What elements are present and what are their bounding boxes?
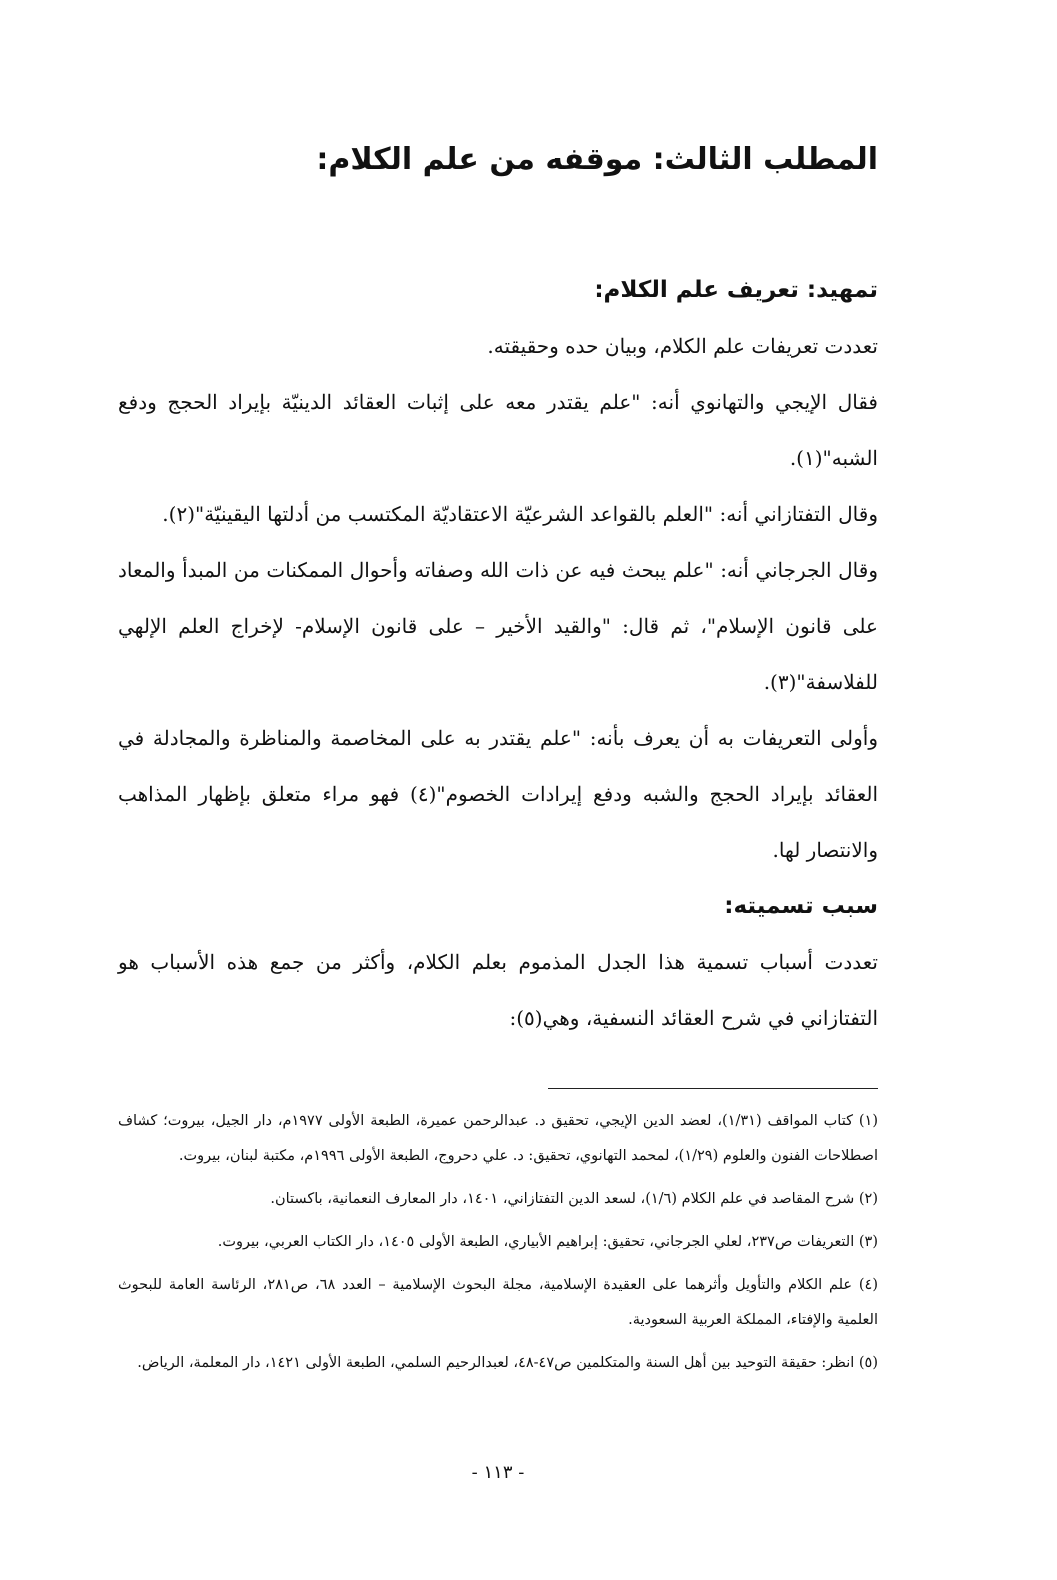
footnotes xyxy=(118,1104,878,1389)
paragraph: وأولى التعريفات به أن يعرف بأنه: "علم يقتدر به على المخاصمة والمناظرة والمجادلة في العقائد بإيراد الحجج والشبه ودفع إيرادات الخصوم"(٤) فهو مراء متعلق بإظهار المذاهب والانتصار لها. xyxy=(118,726,878,862)
footnote: (٢) شرح المقاصد في علم الكلام (١/٦)، لسعد الدين التفتازاني، ١٤٠١، دار المعارف النعمانية، باكستان. xyxy=(270,1191,878,1207)
page-number: - ١١٣ - xyxy=(471,1462,525,1483)
body-text xyxy=(118,262,878,1046)
document-page xyxy=(118,0,878,1580)
paragraph: وقال الجرجاني أنه: "علم يبحث فيه عن ذات الله وصفاته وأحوال الممكنات من المبدأ والمعاد على قانون الإسلام"، ثم قال: "والقيد الأخير – على قانون الإسلام- لإخراج العلم الإلهي للفلاسفة"(٣). xyxy=(118,558,878,694)
paragraph: وقال التفتازاني أنه: "العلم بالقواعد الشرعيّة الاعتقاديّة المكتسب من أدلتها اليقينيّة"(٢). xyxy=(162,502,878,526)
footnote-divider xyxy=(548,1088,878,1089)
section-title: المطلب الثالث: موقفه من علم الكلام: xyxy=(316,142,878,177)
naming-paragraph: تعددت أسباب تسمية هذا الجدل المذموم بعلم الكلام، وأكثر من جمع هذه الأسباب هو التفتازاني في شرح العقائد النسفية، وهي(٥): xyxy=(118,950,878,1030)
naming-heading: سبب تسميته: xyxy=(724,893,878,919)
paragraph: تعددت تعريفات علم الكلام، وبيان حده وحقيقته. xyxy=(487,334,878,358)
footnote: (٣) التعريفات ص٢٣٧، لعلي الجرجاني، تحقيق: إبراهيم الأبياري، الطبعة الأولى ١٤٠٥، دار الكتاب العربي، بيروت. xyxy=(217,1234,878,1250)
footnote: (٥) انظر: حقيقة التوحيد بين أهل السنة والمتكلمين ص٤٧-٤٨، لعبدالرحيم السلمي، الطبعة الأولى ١٤٢١، دار المعلمة، الرياض. xyxy=(137,1355,878,1371)
intro-heading: تمهيد: تعريف علم الكلام: xyxy=(594,277,878,303)
footnote: (١) كتاب المواقف (١/٣١)، لعضد الدين الإيجي، تحقيق د. عبدالرحمن عميرة، الطبعة الأولى ١٩٧٧م، دار الجيل، بيروت؛ كشاف اصطلاحات الفنون والعلوم (١/٢٩)، لمحمد التهانوي، تحقيق: د. علي دحروج، الطبعة الأولى ١٩٩٦م، مكتبة لبنان، بيروت. xyxy=(118,1113,878,1164)
paragraph: فقال الإيجي والتهانوي أنه: "علم يقتدر معه على إثبات العقائد الدينيّة بإيراد الحجج ودفع الشبه"(١). xyxy=(118,390,878,470)
footnote: (٤) علم الكلام والتأويل وأثرهما على العقيدة الإسلامية، مجلة البحوث الإسلامية – العدد ٦٨، ص٢٨١، الرئاسة العامة للبحوث العلمية والإفتاء، المملكة العربية السعودية. xyxy=(118,1277,878,1328)
